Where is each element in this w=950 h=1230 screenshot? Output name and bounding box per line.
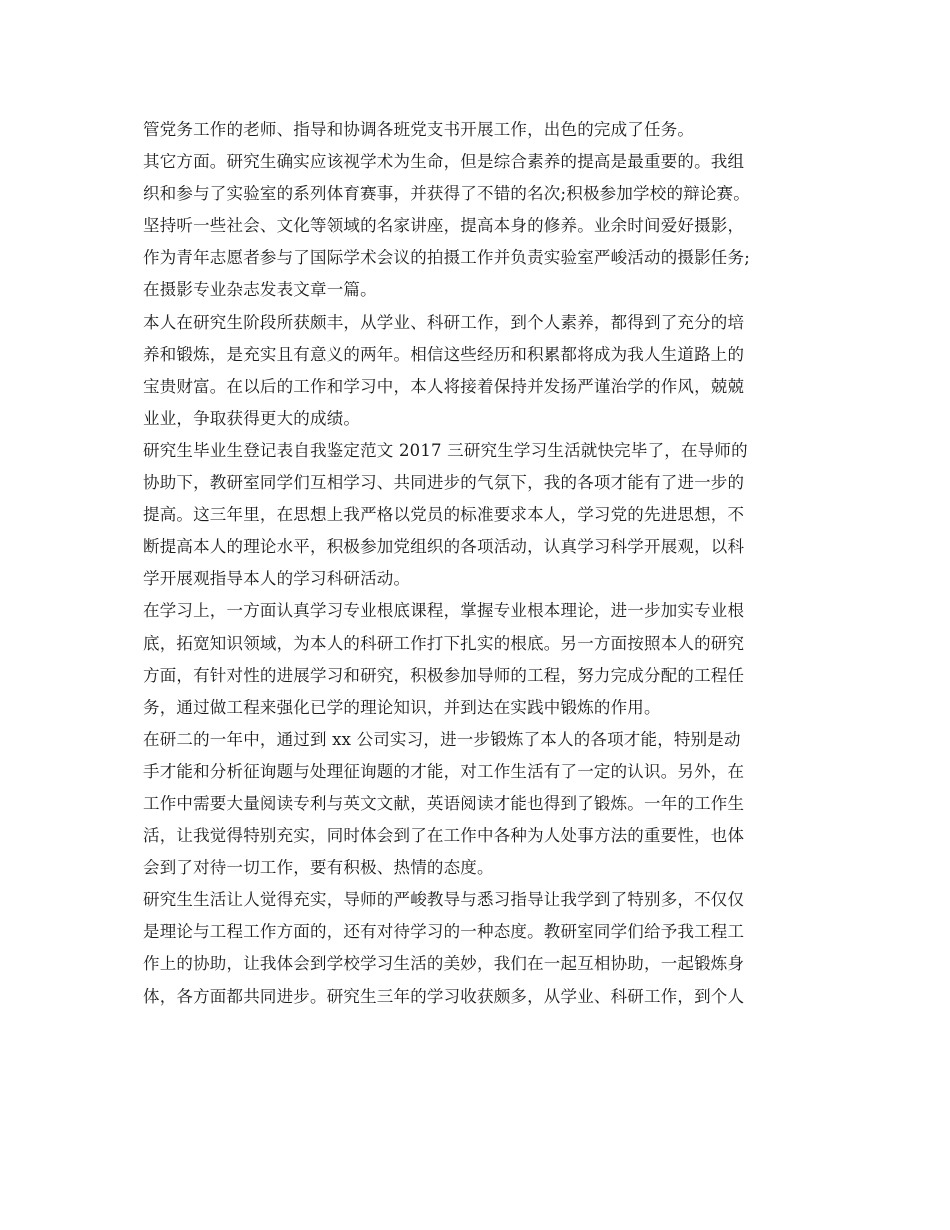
text-line: 坚持听一些社会、文化等领域的名家讲座，提高本身的修养。业余时间爱好摄影， [143, 216, 745, 236]
text-line: 管党务工作的老师、指导和协调各班党支书开展工作，出色的完成了任务。 [143, 120, 695, 139]
text-line: 业业，争取获得更大的成绩。 [143, 408, 361, 428]
text-line: 作上的协助，让我体会到学校学习生活的美妙，我们在一起互相协助，一起锻炼身 [143, 954, 745, 974]
text-line: 工作中需要大量阅读专利与英文文献，英语阅读才能也得到了锻炼。一年的工作生 [143, 793, 745, 813]
text-line: 宝贵财富。在以后的工作和学习中，本人将接着保持并发扬严谨治学的作风，兢兢 [143, 376, 745, 396]
text-line: 在摄影专业杂志发表文章一篇。 [143, 280, 377, 300]
text-line: 在研二的一年中，通过到 xx 公司实习，进一步锻炼了本人的各项才能，特别是动 [143, 729, 741, 749]
text-line: 手才能和分析征询题与处理征询题的才能，对工作生活有了一定的认识。另外，在 [143, 761, 745, 781]
text-line: 研究生生活让人觉得充实，导师的严峻教导与悉习指导让我学到了特别多，不仅仅 [143, 890, 745, 910]
text-line: 会到了对待一切工作，要有积极、热情的态度。 [143, 858, 494, 878]
text-line: 提高。这三年里，在思想上我严格以党员的标准要求本人，学习党的先进思想，不 [143, 505, 745, 525]
text-line: 本人在研究生阶段所获颇丰，从学业、科研工作，到个人素养，都得到了充分的培 [143, 312, 745, 332]
text-line: 底，拓宽知识领域，为本人的科研工作打下扎实的根底。另一方面按照本人的研究 [143, 633, 745, 653]
text-line: 协助下，教研室同学们互相学习、共同进步的气氛下，我的各项才能有了进一步的 [143, 473, 745, 493]
text-line: 务，通过做工程来强化已学的理论知识，并到达在实践中锻炼的作用。 [143, 697, 661, 717]
text-line: 在学习上，一方面认真学习专业根底课程，掌握专业根本理论，进一步加实专业根 [143, 601, 745, 621]
text-line: 其它方面。研究生确实应该视学术为生命，但是综合素养的提高是最重要的。我组 [143, 152, 745, 172]
document-body [143, 114, 823, 1013]
text-line: 作为青年志愿者参与了国际学术会议的拍摄工作并负责实验室严峻活动的摄影任务; [143, 248, 750, 268]
text-line: 学开展观指导本人的学习科研活动。 [143, 569, 411, 589]
text-line: 体，各方面都共同进步。研究生三年的学习收获颇多，从学业、科研工作，到个人 [143, 986, 745, 1006]
text-line: 研究生毕业生登记表自我鉴定范文 2017 三研究生学习生活就快完毕了，在导师的 [143, 440, 748, 460]
text-line: 断提高本人的理论水平，积极参加党组织的各项活动，认真学习科学开展观，以科 [143, 537, 745, 557]
text-line: 活，让我觉得特别充实，同时体会到了在工作中各种为人处事方法的重要性，也体 [143, 826, 745, 846]
text-line: 是理论与工程工作方面的，还有对待学习的一种态度。教研室同学们给予我工程工 [143, 922, 745, 942]
text-line: 养和锻炼，是充实且有意义的两年。相信这些经历和积累都将成为我人生道路上的 [143, 344, 745, 364]
text-line: 方面，有针对性的进展学习和研究，积极参加导师的工程，努力完成分配的工程任 [143, 665, 745, 685]
text-line: 织和参与了实验室的系列体育赛事，并获得了不错的名次;积极参加学校的辩论赛。 [143, 184, 750, 204]
